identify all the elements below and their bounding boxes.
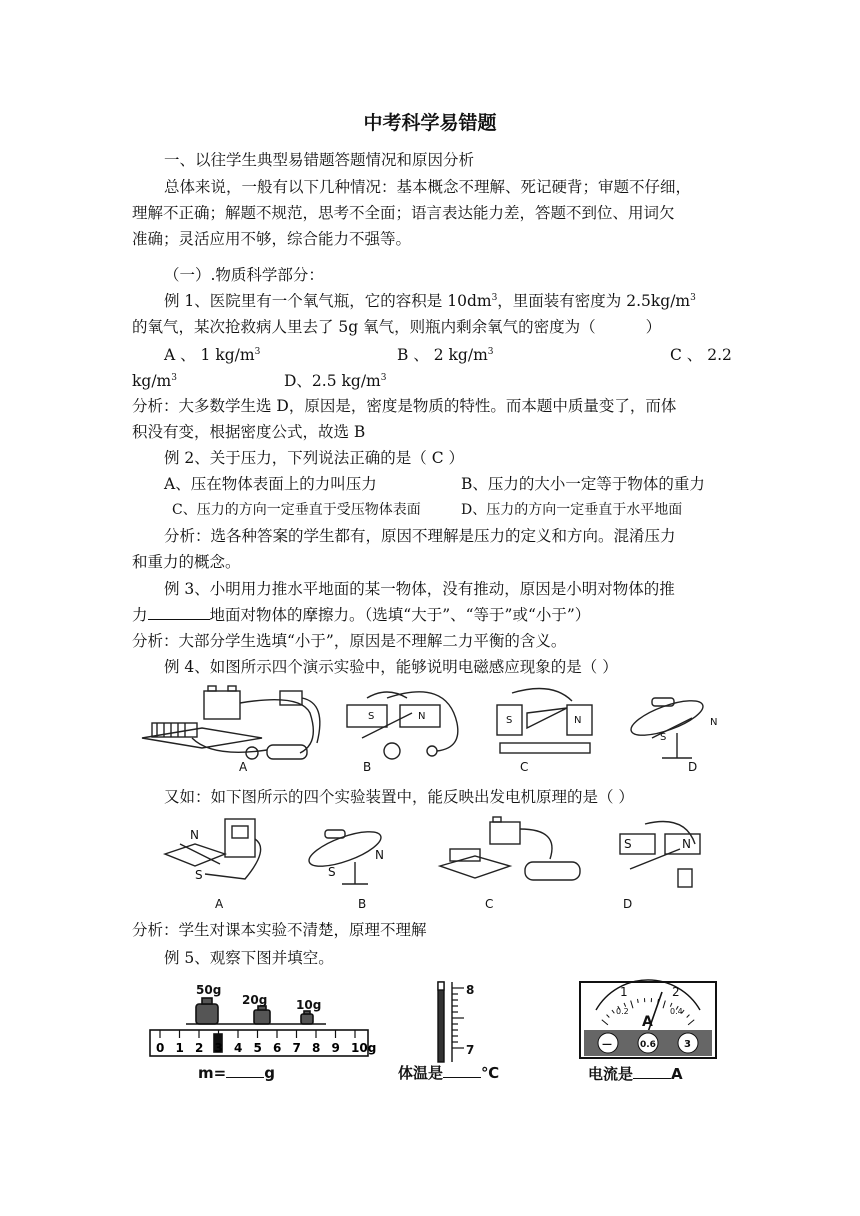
scale-tick-label: 3 <box>214 1041 223 1055</box>
ex3-analysis: 分析：大部分学生选填“小于”，原因是不理解二力平衡的含义。 <box>132 632 567 650</box>
ex1-line-1: 例 1、医院里有一个氧气瓶，它的容积是 $10dm^3$，里面装有密度为 $2.5kg/m^3$ <box>164 292 696 310</box>
scale-tick-label: 0 <box>156 1041 165 1055</box>
terminal-3: 3 <box>684 1039 691 1050</box>
intro-line-2: 理解不正确；解题不规范，思考不全面；语言表达能力差，答题不到位、用词欠 <box>132 204 675 222</box>
ex4-label-c: C <box>520 760 529 774</box>
svg-text:S: S <box>328 865 336 879</box>
ex4-question: 例 4、如图所示四个演示实验中，能够说明电磁感应现象的是（ ） <box>164 658 618 676</box>
ex4-label-b: B <box>363 760 372 774</box>
ex2-option-c: C、压力的方向一定垂直于受压物体表面 <box>172 502 421 518</box>
ex4-label2-a: A <box>215 897 224 911</box>
scale-tick-label: 4 <box>234 1041 243 1055</box>
current-answer: 电流是 A <box>588 1065 683 1083</box>
meter-scale-1: 1 <box>620 985 628 999</box>
ex3-line-1: 例 3、小明用力推水平地面的某一物体，没有推动，原因是小明对物体的推 <box>164 580 675 598</box>
ex1-option-b: B 、 2 $kg/m^3$ <box>397 346 494 364</box>
ex4-label2-b: B <box>358 897 367 911</box>
ex4-followup: 又如：如下图所示的四个实验装置中，能反映出发电机原理的是（ ） <box>164 788 634 806</box>
thermo-label-8: 8 <box>466 983 475 997</box>
thermometer-figure <box>430 980 490 1065</box>
terminal-negative: — <box>602 1039 612 1050</box>
page-title: 中考科学易错题 <box>363 112 497 134</box>
ex1-option-d: D、2.5 $kg/m^3$ <box>284 372 387 390</box>
ex2-analysis-1: 分析：选各种答案的学生都有，原因不理解是压力的定义和方向。混淆压力 <box>164 527 676 545</box>
ex2-question: 例 2、关于压力，下列说法正确的是（ C ） <box>164 449 465 467</box>
weight-50g: 50g <box>196 983 222 997</box>
ex1-option-a: A 、 1 $kg/m^3$ <box>164 346 261 364</box>
intro-line-1: 总体来说，一般有以下几种情况：基本概念不理解、死记硬背；审题不仔细， <box>164 178 692 196</box>
meter-scale-0.2: 0.2 <box>616 1007 629 1016</box>
ex2-option-d: D、压力的方向一定垂直于水平地面 <box>461 502 683 518</box>
thermo-label-7: 7 <box>466 1043 475 1057</box>
ex2-option-a: A、压在物体表面上的力叫压力 <box>164 475 377 493</box>
scale-tick-label: 1 <box>175 1041 184 1055</box>
svg-text:N: N <box>682 837 691 851</box>
scale-tick-label: 6 <box>273 1041 282 1055</box>
scale-tick-label: 9 <box>331 1041 340 1055</box>
ex4-figure-row-1 <box>132 683 732 775</box>
ex4-analysis: 分析：学生对课本实验不清楚，原理不理解 <box>132 921 427 939</box>
scale-tick-label: 10g <box>351 1041 377 1055</box>
meter-symbol: A <box>642 1014 653 1030</box>
terminal-0.6: 0.6 <box>640 1040 656 1050</box>
ex1-option-c: C 、 2.2 <box>670 346 732 364</box>
ex1-analysis-2: 积没有变，根据密度公式，故选 B <box>132 423 366 441</box>
scale-tick-label: 8 <box>312 1041 321 1055</box>
svg-text:N: N <box>375 848 384 862</box>
ammeter-figure <box>578 980 718 1060</box>
svg-text:S: S <box>660 732 667 743</box>
meter-scale-0.4: 0.4 <box>670 1007 683 1016</box>
svg-text:S: S <box>624 837 632 851</box>
part-heading: （一）.物质科学部分： <box>164 266 324 284</box>
scale-tick-label: 5 <box>253 1041 262 1055</box>
meter-scale-2: 2 <box>672 985 680 999</box>
temp-answer: 体温是 ℃ <box>398 1064 500 1082</box>
ex2-analysis-2: 和重力的概念。 <box>132 553 241 571</box>
section-heading: 一、以往学生典型易错题答题情况和原因分析 <box>164 151 475 169</box>
meter-tick <box>637 999 638 1003</box>
mass-answer: m= g <box>198 1064 275 1082</box>
ex1-option-c-unit: $kg/m^3$ <box>132 372 177 390</box>
ex3-line-2: 力 地面对物体的摩擦力。（选填“大于”、“等于”或“小于”） <box>132 606 591 624</box>
ex4-label-a: A <box>239 760 248 774</box>
svg-text:N: N <box>574 715 582 726</box>
ex4-figure-row-2 <box>150 814 710 894</box>
svg-text:S: S <box>195 868 203 882</box>
ex2-option-b: B、压力的大小一定等于物体的重力 <box>461 475 705 493</box>
ex5-question: 例 5、观察下图并填空。 <box>164 949 334 967</box>
ex1-analysis-1: 分析：大多数学生选 D，原因是，密度是物质的特性。而本题中质量变了，而体 <box>132 397 677 415</box>
scale-tick-label: 7 <box>292 1041 301 1055</box>
svg-text:N: N <box>418 711 426 722</box>
ex4-label-d: D <box>688 760 698 774</box>
scale-tick-label: 2 <box>195 1041 204 1055</box>
svg-text:N: N <box>710 717 718 728</box>
svg-text:N: N <box>190 828 199 842</box>
weight-10g: 10g <box>296 998 322 1012</box>
weight-20g: 20g <box>242 993 268 1007</box>
svg-text:S: S <box>506 715 513 726</box>
ex4-label2-c: C <box>485 897 494 911</box>
ex3-answer-blank <box>148 605 210 620</box>
intro-line-3: 准确；灵活应用不够，综合能力不强等。 <box>132 230 412 248</box>
svg-text:S: S <box>368 711 375 722</box>
ex1-line-2: 的氧气，某次抢救病人里去了 5g 氧气，则瓶内剩余氧气的密度为（ ） <box>132 318 662 336</box>
ex4-label2-d: D <box>623 897 633 911</box>
